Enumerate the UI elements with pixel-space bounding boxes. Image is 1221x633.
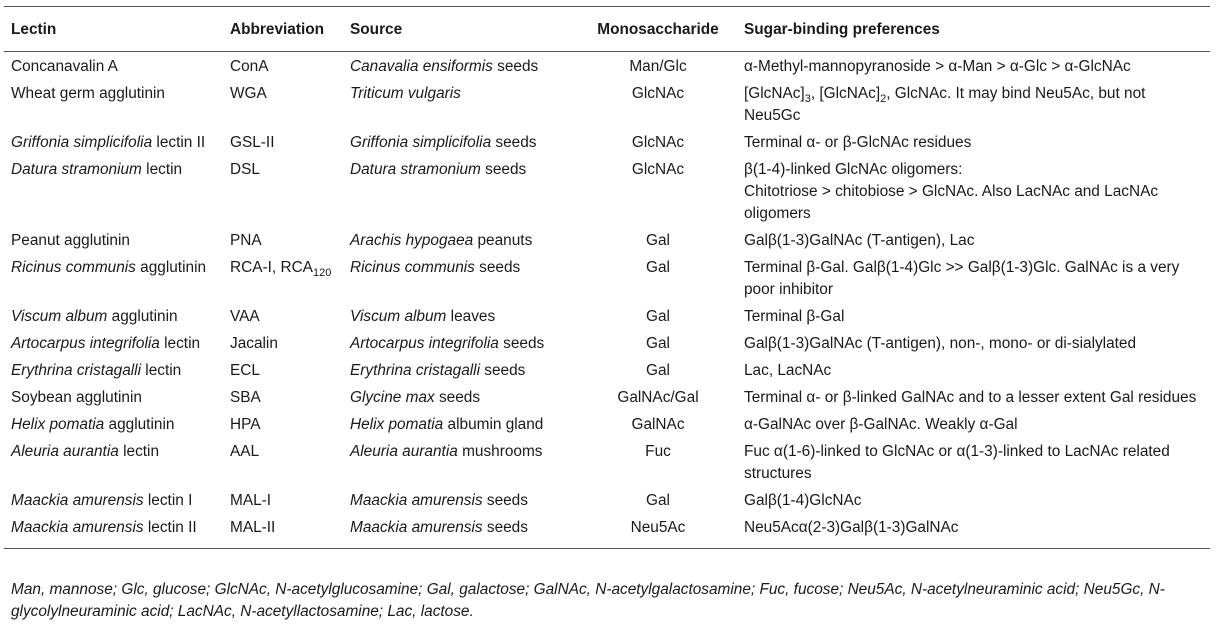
monosaccharide-cell: Fuc — [645, 443, 671, 460]
source-species: Glycine max — [350, 389, 435, 406]
abbreviation-cell — [223, 132, 343, 159]
monosaccharide-cell: GalNAc — [631, 416, 685, 433]
monosaccharide-cell: Gal — [646, 335, 670, 352]
preferences-cell — [737, 83, 1210, 132]
source-cell — [343, 306, 579, 333]
table-row — [4, 83, 1210, 132]
abbreviation-cell — [223, 414, 343, 441]
source-cell — [343, 333, 579, 360]
preferences-cell: Galβ(1-4)GlcNAc — [744, 492, 862, 509]
abbreviation: ECL — [230, 362, 260, 379]
table-footnote: Man, mannose; Glc, glucose; GlcNAc, N-acetylglucosamine; Gal, galactose; GalNAc, N-acetylgalactosamine; Fuc, fucose; Neu5Ac, N-acetylneuraminic acid; Neu5Gc, N-glycolylneuraminic acid; LacNAc, N-acetyllactosamine; Lac, lactose. — [11, 581, 1165, 620]
lectin-table — [4, 6, 1210, 549]
lectin-name: Peanut agglutinin — [11, 232, 130, 249]
lectin-cell — [4, 387, 223, 414]
table-row — [4, 414, 1210, 441]
monosaccharide-cell: Neu5Ac — [579, 517, 737, 549]
preferences-cell: α-Methyl-mannopyranoside > α-Man > α-Glc > α-GlcNAc — [744, 58, 1131, 75]
abbreviation: PNA — [230, 232, 262, 249]
source-part: seeds — [482, 492, 528, 509]
abbreviation: MAL-I — [230, 492, 272, 509]
preferences-cell: Fuc α(1-6)-linked to GlcNAc or α(1-3)-linked to LacNAc related structures — [744, 443, 1170, 482]
source-part: seeds — [492, 58, 539, 75]
table-row — [4, 230, 1210, 257]
preferences-text: [GlcNAc] — [744, 85, 805, 102]
abbreviation: ConA — [230, 58, 269, 75]
lectin-name-italic: Maackia amurensis — [11, 519, 144, 536]
table-row — [4, 333, 1210, 360]
lectin-name-italic: Helix pomatia — [11, 416, 105, 433]
source-part: seeds — [498, 335, 545, 352]
abbreviation-cell — [223, 306, 343, 333]
header-abbreviation: Abbreviation — [223, 7, 343, 52]
lectin-name: lectin II — [143, 519, 197, 536]
abbreviation-cell — [223, 441, 343, 490]
monosaccharide-cell: Gal — [646, 259, 670, 276]
abbreviation-cell — [223, 159, 343, 230]
preferences-line: β(1-4)-linked GlcNAc oligomers: — [744, 161, 963, 178]
source-species: Helix pomatia — [350, 416, 444, 433]
preferences-cell: Neu5Acα(2-3)Galβ(1-3)GalNAc — [737, 517, 1210, 549]
table-row — [4, 52, 1210, 84]
abbreviation-cell — [223, 360, 343, 387]
lectin-name: agglutinin — [104, 416, 175, 433]
lectin-name-italic: Aleuria aurantia — [11, 443, 119, 460]
source-species: Datura stramonium — [350, 161, 481, 178]
abbreviation: Jacalin — [230, 335, 278, 352]
lectin-cell — [4, 414, 223, 441]
lectin-cell — [4, 159, 223, 230]
abbreviation: HPA — [230, 416, 261, 433]
subscript: 3 — [804, 93, 811, 106]
table-row — [4, 387, 1210, 414]
table-header — [4, 7, 1210, 52]
preferences-cell: Lac, LacNAc — [744, 362, 832, 379]
table-row — [4, 306, 1210, 333]
source-species: Artocarpus integrifolia — [350, 335, 499, 352]
abbreviation: RCA-I, RCA — [230, 259, 313, 276]
preferences-line: Chitotriose > chitobiose > GlcNAc. Also LacNAc and LacNAc oligomers — [744, 183, 1159, 222]
lectin-name: agglutinin — [135, 259, 207, 276]
source-cell — [343, 83, 579, 132]
abbreviation-cell — [223, 333, 343, 360]
table-row — [4, 132, 1210, 159]
preferences-cell: α-GalNAc over β-GalNAc. Weakly α-Gal — [744, 416, 1018, 433]
abbreviation-cell — [223, 257, 343, 306]
lectin-cell — [4, 257, 223, 306]
header-source: Source — [343, 7, 579, 52]
preferences-text: , GlcNAc. It may bind Neu5Ac, but not Neu5Gc — [744, 85, 1146, 124]
table-row — [4, 360, 1210, 387]
lectin-cell — [4, 306, 223, 333]
lectin-name: Soybean agglutinin — [11, 389, 142, 406]
monosaccharide-cell: GalNAc/Gal — [617, 389, 699, 406]
lectin-name: lectin — [141, 362, 182, 379]
preferences-cell: Galβ(1-3)GalNAc (T-antigen), non-, mono- or di-sialylated — [744, 335, 1137, 352]
lectin-cell — [4, 333, 223, 360]
source-cell — [343, 387, 579, 414]
lectin-name-italic: Ricinus communis — [11, 259, 136, 276]
abbreviation: VAA — [230, 308, 260, 325]
source-part: leaves — [446, 308, 496, 325]
table-row — [4, 257, 1210, 306]
header-preferences: Sugar-binding preferences — [737, 7, 1210, 52]
preferences-cell: Terminal α- or β-GlcNAc residues — [744, 134, 972, 151]
abbreviation-cell — [223, 517, 343, 549]
table-row — [4, 517, 1210, 549]
lectin-name: Wheat germ agglutinin — [11, 85, 165, 102]
source-cell — [343, 441, 579, 490]
source-cell — [343, 159, 579, 230]
lectin-cell — [4, 441, 223, 490]
source-cell — [343, 490, 579, 517]
monosaccharide-cell: Man/Glc — [629, 58, 687, 75]
table-row — [4, 441, 1210, 490]
abbreviation: DSL — [230, 161, 260, 178]
lectin-name-italic: Datura stramonium — [11, 161, 142, 178]
lectin-name: lectin II — [152, 134, 206, 151]
source-species: Maackia amurensis — [350, 492, 483, 509]
preferences-cell: Terminal β-Gal. Galβ(1-4)Glc >> Galβ(1-3)Glc. GalNAc is a very poor inhibitor — [744, 259, 1180, 298]
lectin-name-italic: Griffonia simplicifolia — [11, 134, 153, 151]
monosaccharide-cell: GlcNAc — [631, 161, 685, 178]
source-part: seeds — [480, 362, 526, 379]
monosaccharide-cell: Gal — [646, 308, 670, 325]
source-cell — [343, 132, 579, 159]
abbreviation: WGA — [230, 85, 267, 102]
preferences-text: , [GlcNAc] — [810, 85, 881, 102]
source-part: peanuts — [473, 232, 533, 249]
lectin-name-italic: Erythrina cristagalli — [11, 362, 142, 379]
monosaccharide-cell: GlcNAc — [631, 85, 685, 102]
lectin-name: lectin — [141, 161, 183, 178]
source-cell — [343, 414, 579, 441]
lectin-name: Concanavalin A — [11, 58, 118, 75]
header-lectin: Lectin — [4, 7, 223, 52]
abbreviation: SBA — [230, 389, 261, 406]
source-part: seeds — [434, 389, 481, 406]
monosaccharide-cell: Gal — [646, 232, 670, 249]
lectin-name: agglutinin — [107, 308, 178, 325]
lectin-cell — [4, 132, 223, 159]
preferences-cell: Terminal β-Gal — [744, 308, 845, 325]
subscript: 120 — [312, 267, 332, 280]
preferences-cell: Terminal α- or β-linked GalNAc and to a lesser extent Gal residues — [744, 389, 1197, 406]
monosaccharide-cell: GlcNAc — [631, 134, 685, 151]
lectin-cell — [4, 517, 223, 549]
source-species: Aleuria aurantia — [350, 443, 458, 460]
source-part: seeds — [491, 134, 537, 151]
abbreviation-cell — [223, 490, 343, 517]
source-species: Arachis hypogaea — [350, 232, 474, 249]
header-row — [4, 7, 1210, 52]
lectin-name-italic: Artocarpus integrifolia — [11, 335, 160, 352]
abbreviation: MAL-II — [230, 519, 276, 536]
table-row — [4, 159, 1210, 230]
abbreviation-cell — [223, 83, 343, 132]
abbreviation-cell — [223, 52, 343, 84]
preferences-cell: Galβ(1-3)GalNAc (T-antigen), Lac — [744, 232, 975, 249]
source-species: Griffonia simplicifolia — [350, 134, 492, 151]
lectin-cell — [4, 490, 223, 517]
source-part: seeds — [480, 161, 527, 178]
lectin-cell — [4, 360, 223, 387]
lectin-cell — [4, 52, 223, 84]
source-part: albumin gland — [443, 416, 544, 433]
source-species: Ricinus communis — [350, 259, 475, 276]
preferences-cell — [737, 159, 1210, 230]
abbreviation-cell — [223, 387, 343, 414]
source-species: Erythrina cristagalli — [350, 362, 481, 379]
monosaccharide-cell: Gal — [646, 362, 670, 379]
abbreviation: AAL — [230, 443, 260, 460]
lectin-cell — [4, 230, 223, 257]
source-cell — [343, 517, 579, 549]
source-part: mushrooms — [457, 443, 543, 460]
source-cell — [343, 230, 579, 257]
lectin-name-italic: Maackia amurensis — [11, 492, 144, 509]
source-species: Maackia amurensis — [350, 519, 483, 536]
source-cell — [343, 360, 579, 387]
lectin-name: lectin I — [143, 492, 193, 509]
source-species: Viscum album — [350, 308, 447, 325]
lectin-name-italic: Viscum album — [11, 308, 108, 325]
source-species: Triticum vulgaris — [350, 85, 461, 102]
subscript: 2 — [880, 93, 887, 106]
lectin-name: lectin — [118, 443, 160, 460]
table-row — [4, 490, 1210, 517]
abbreviation-cell — [223, 230, 343, 257]
header-monosaccharide: Monosaccharide — [579, 7, 737, 52]
source-species: Canavalia ensiformis — [350, 58, 493, 75]
source-cell — [343, 257, 579, 306]
source-cell — [343, 52, 579, 84]
lectin-name: lectin — [159, 335, 201, 352]
source-part: seeds — [474, 259, 521, 276]
abbreviation: GSL-II — [230, 134, 275, 151]
table-body — [4, 52, 1210, 549]
monosaccharide-cell: Gal — [646, 492, 670, 509]
lectin-cell — [4, 83, 223, 132]
source-part: seeds — [482, 519, 528, 536]
